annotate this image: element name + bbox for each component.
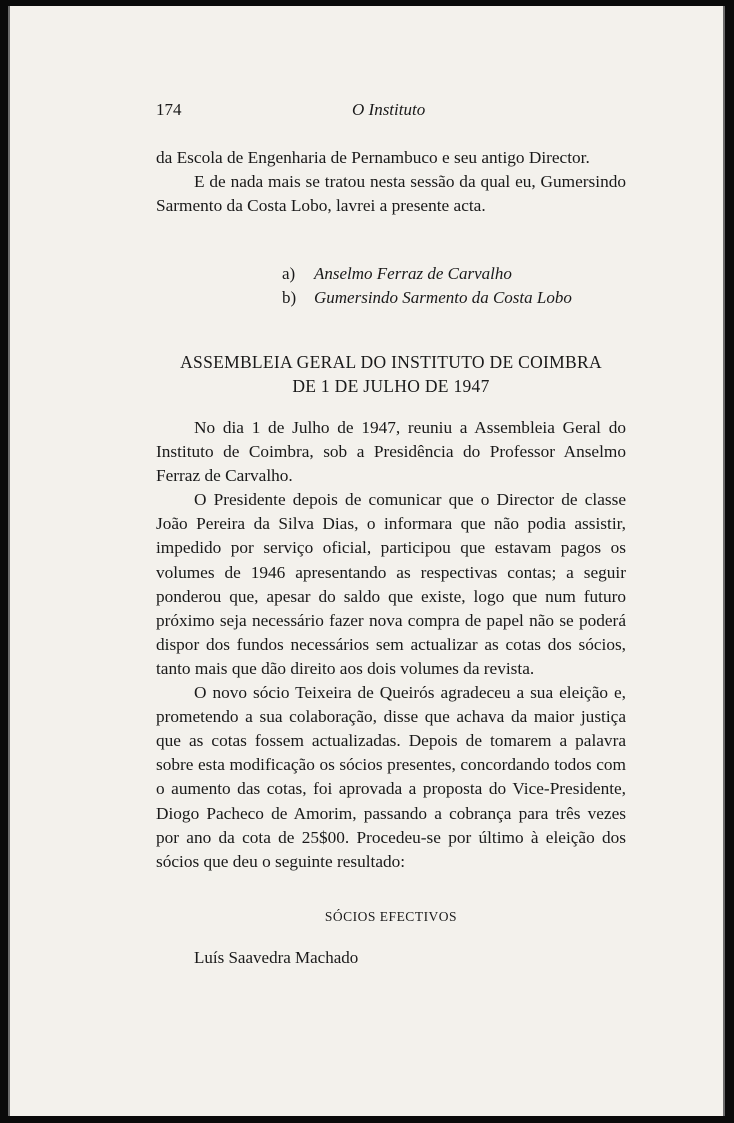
page-header: [156, 100, 626, 124]
signature-name: Gumersindo Sarmento da Costa Lobo: [314, 288, 572, 307]
member-name: Luís Saavedra Machado: [194, 948, 359, 967]
intro-paragraph: E de nada mais se tratou nesta sessão da qual eu, Gumersindo Sarmento da Costa Lobo, lavrei a presente acta.: [156, 172, 626, 216]
running-title: O Instituto: [352, 100, 426, 119]
intro-text: [156, 146, 626, 218]
section-heading-line2: DE 1 DE JULHO DE 1947: [292, 376, 490, 396]
signature-line: [282, 286, 572, 310]
body-paragraph: O novo sócio Teixeira de Queirós agradeceu a sua eleição e, prometendo a sua colaboração, disse que achava da maior justiça que as cotas fossem actualizadas. Depois de tomarem a palavra sobre esta modificação os sócios presentes, concordando todos com o aumento das cotas, foi aprovada a proposta do Vice-Presidente, Diogo Pacheco de Amorim, passando a cobrança para três vezes por ano da cota de 25$00. Procedeu-se por último à eleição dos sócios que deu o seguinte resultado:: [156, 683, 626, 871]
intro-paragraph: da Escola de Engenharia de Pernambuco e seu antigo Director.: [156, 148, 590, 167]
page-number: 174: [156, 100, 182, 119]
section-heading-line1: ASSEMBLEIA GERAL DO INSTITUTO DE COIMBRA: [180, 352, 602, 372]
signature-line: [282, 262, 512, 286]
body-paragraph: No dia 1 de Julho de 1947, reuniu a Assembleia Geral do Instituto de Coimbra, sob a Presidência do Professor Anselmo Ferraz de Carvalho.: [156, 418, 626, 486]
signature-label: a): [282, 264, 296, 283]
members-heading: SÓCIOS EFECTIVOS: [324, 909, 458, 924]
minutes-body: [156, 416, 626, 874]
signature-name: Anselmo Ferraz de Carvalho: [314, 264, 512, 283]
signature-label: b): [282, 288, 297, 307]
document-page: [8, 6, 725, 1116]
body-paragraph: O Presidente depois de comunicar que o Director de classe João Pereira da Silva Dias, o informara que não podia assistir, impedido por serviço oficial, participou que estavam pagos os volumes de 1946 apresentando as respectivas contas; a seguir ponderou que, apesar do saldo que existe, logo que num futuro próximo seja necessário fazer nova compra de papel não se poderá dispor dos fundos necessários sem actualizar as cotas dos sócios, tanto mais que dão direito aos dois volumes da revista.: [156, 490, 626, 678]
